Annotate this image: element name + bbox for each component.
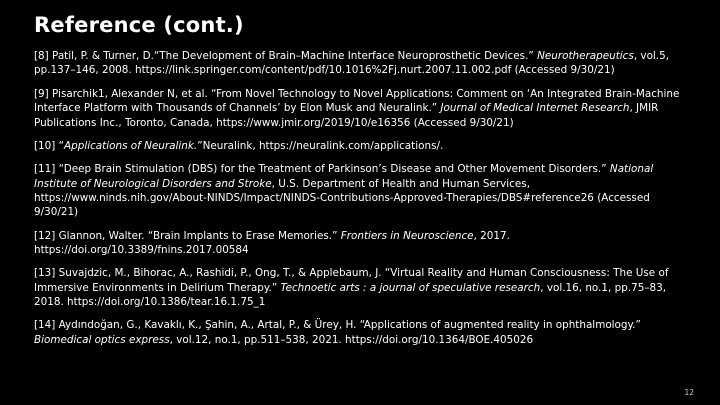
reference-entry: [34, 49, 694, 78]
reference-text-segment: Biomedical optics express: [34, 333, 170, 346]
reference-text-segment: Applications of Neuralink.: [64, 139, 198, 152]
reference-text-segment: , vol.16, no.1, pp.75–83, 2018. https://doi.org/10.1386/tear.16.1.75_1: [34, 281, 667, 309]
reference-entry: [34, 229, 694, 258]
reference-text-segment: [13] Suvajdzic, M., Bihorac, A., Rashidi, P., Ong, T., & Applebaum, J. “Virtual Reality and Human Consciousness: The Use of Immersive Environments in Delirium Therapy.”: [34, 267, 669, 294]
reference-entry: [34, 162, 694, 219]
reference-list: [34, 49, 698, 347]
reference-text-segment: Frontiers in Neuroscience: [340, 229, 474, 242]
reference-entry: [34, 139, 694, 153]
reference-text-segment: National Institute of Neurological Disorders and Stroke: [34, 163, 654, 190]
reference-text-segment: [14] Aydındoğan, G., Kavaklı, K., Şahin, A., Artal, P., & Ürey, H. “Applications of augmented reality in ophthalmology.”: [34, 319, 641, 332]
reference-text-segment: [12] Glannon, Walter. “Brain Implants to Erase Memories.”: [34, 229, 341, 242]
reference-text-segment: , JMIR Publications Inc., Toronto, Canada, https://www.jmir.org/2019/10/e16356 (Accessed 9/30/21): [34, 102, 659, 129]
reference-entry: [34, 266, 694, 309]
reference-text-segment: Technoetic arts : a journal of speculative research: [280, 281, 541, 294]
reference-text-segment: Journal of Medical Internet Research: [440, 102, 630, 115]
reference-text-segment: [8] Patil, P. & Turner, D.“The Development of Brain–Machine Interface Neuroprosthetic Devices.”: [34, 50, 538, 63]
reference-entry: [34, 318, 694, 347]
reference-text-segment: Neurotherapeutics: [537, 50, 634, 63]
reference-text-segment: [11] “Deep Brain Stimulation (DBS) for the Treatment of Parkinson’s Disease and Other Movement Disorders.”: [34, 163, 610, 176]
page-title: Reference (cont.): [34, 13, 244, 37]
reference-text-segment: , vol.12, no.1, pp.511–538, 2021. https://doi.org/10.1364/BOE.405026: [169, 333, 534, 346]
reference-text-segment: [9] Pisarchik1, Alexander N, et al. “From Novel Technology to Novel Applications: Comment on ‘An Integrated Brain-Machine Interface Platform with Thousands of Channels’ by Elon Musk and Neuralink.”: [34, 87, 680, 115]
reference-text-segment: , U.S. Department of Health and Human Services, https://www.ninds.nih.gov/About-NINDS/Impact/NINDS-Contributions-Approved-Therapies/DBS#reference26 (Accessed 9/30/21): [34, 177, 650, 219]
reference-entry: [34, 87, 694, 130]
reference-text-segment: , 2017. https://doi.org/10.3389/fnins.2017.00584: [34, 229, 510, 257]
page-number: 12: [684, 388, 694, 397]
reference-text-segment: [10] “: [34, 139, 65, 152]
reference-text-segment: ”Neuralink, https://neuralink.com/applications/.: [197, 139, 444, 152]
reference-text-segment: , vol.5, pp.137–146, 2008. https://link.springer.com/content/pdf/10.1016%2Fj.nurt.2007.11.002.pdf (Accessed 9/30/21): [34, 50, 670, 77]
